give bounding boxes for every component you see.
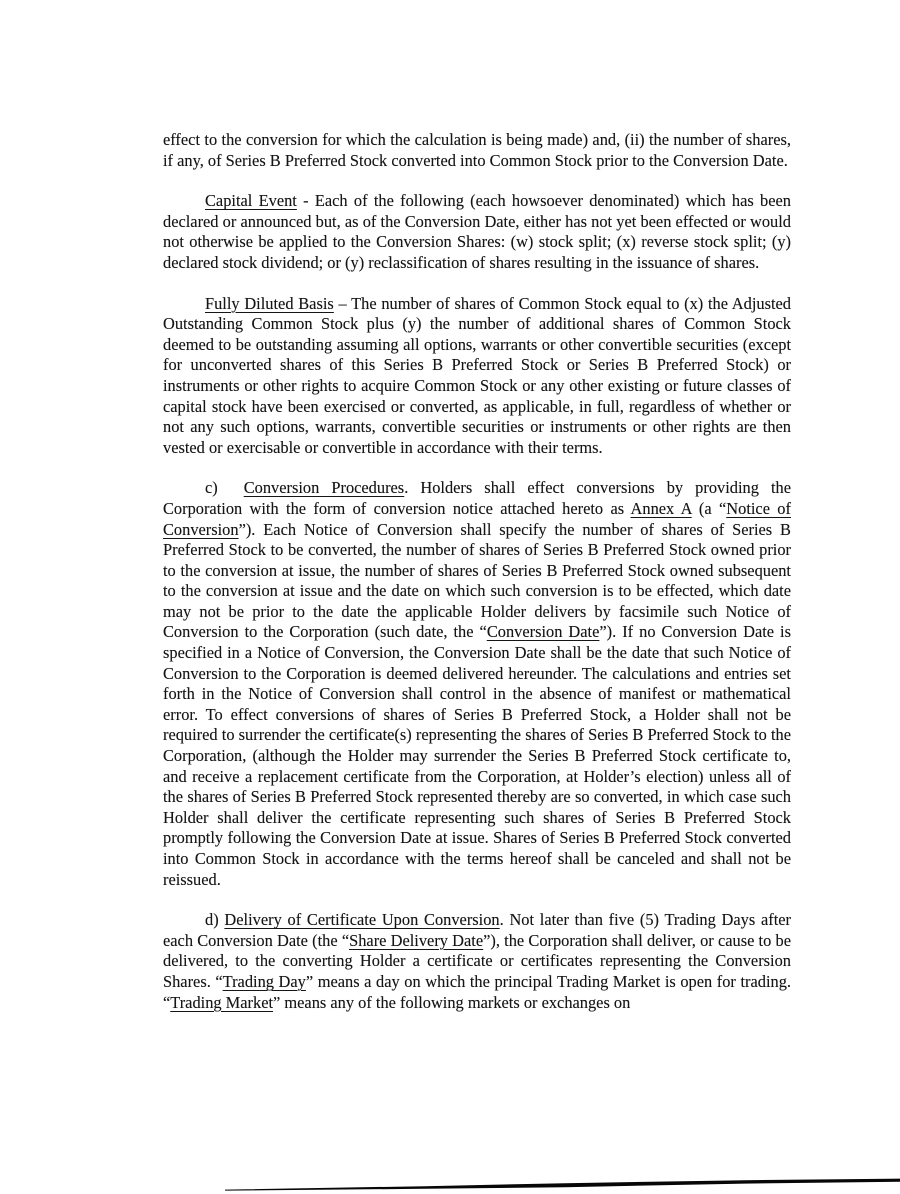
defined-term: Trading Day <box>222 971 306 991</box>
text-run: . Holders shall effect conversions by providing the Corporation with the form of conversion notice attached hereto as <box>163 478 792 518</box>
text-run: ”), the Corporation shall deliver, or cause to be delivered, to the converting Holder a certificate or certificates representing the Conversion Shares. “ <box>163 930 791 991</box>
defined-term: Delivery of Certificate Upon Conversion <box>224 910 500 930</box>
document-body <box>163 130 791 1013</box>
text-run: . Not later than five (5) Trading Days after each Conversion Date (the “ <box>163 910 791 950</box>
defined-term: Annex A <box>630 498 692 518</box>
text-run: – The number of shares of Common Stock equal to (x) the Adjusted Outstanding Common Stock plus (y) the number of additional shares of Common Stock deemed to be outstanding assuming all options, warrants or other convertible securities (except for unconverted shares of this Series B Preferred Stock or Series B Preferred Stock) or instruments or other rights to acquire Common Stock or any other existing or future classes of capital stock have been exercised or converted, as applicable, in full, regardless of whether or not any such options, warrants, convertible securities or instruments or other rights are then vested or exercisable or convertible in accordance with their terms. <box>163 293 791 457</box>
paragraph-capital-event <box>163 191 791 273</box>
defined-term: Conversion Date <box>486 622 600 642</box>
defined-term: Trading Market <box>170 992 274 1012</box>
text-run: ” means a day on which the principal Trading Market is open for trading. “ <box>163 971 791 1012</box>
paragraph-delivery-of-certificate <box>163 910 791 1013</box>
paragraph-fully-diluted-basis <box>163 294 791 459</box>
text-run: ”). If no Conversion Date is specified in a Notice of Conversion, the Conversion Date shall be the date that such Notice of Conversion to the Corporation is deemed delivered hereunder. The calculations and entries set forth in the Notice of Conversion shall control in the absence of manifest or mathematical error. To effect conversions of shares of Series B Preferred Stock, a Holder shall not be required to surrender the certificate(s) representing the shares of Series B Preferred Stock to the Corporation, (although the Holder may surrender the Series B Preferred Stock certificate to, and receive a replacement certificate from the Corporation, at Holder’s election) unless all of the shares of Series B Preferred Stock represented thereby are so converted, in which case such Holder shall deliver the certificate representing such shares of Series B Preferred Stock promptly following the Conversion Date at issue. Shares of Series B Preferred Stock converted into Common Stock in accordance with the terms hereof shall be canceled and shall not be reissued. <box>163 622 791 889</box>
text-run: (a “ <box>691 498 727 518</box>
paragraph-conversion-procedures <box>163 478 791 890</box>
defined-term: Notice of Conversion <box>163 498 791 539</box>
scan-line-shape <box>225 1179 900 1191</box>
text-run: d) <box>205 910 225 930</box>
paragraph-continuation <box>163 130 791 171</box>
defined-term: Share Delivery Date <box>349 930 484 950</box>
defined-term: Capital Event <box>205 191 297 211</box>
text-run: c) <box>205 478 218 498</box>
text-run: ” means any of the following markets or exchanges on <box>273 992 631 1012</box>
text-run: - Each of the following (each howsoever denominated) which has been declared or announced but, as of the Conversion Date, either has not yet been effected or would not otherwise be applied to the Conversion Shares: (w) stock split; (x) reverse stock split; (y) declared stock dividend; or (y) reclassification of shares resulting in the issuance of shares. <box>163 191 792 272</box>
scan-artifact-line <box>225 1174 900 1194</box>
text-run: ”). Each Notice of Conversion shall specify the number of shares of Series B Preferred Stock to be converted, the number of shares of Series B Preferred Stock owned prior to the conversion at issue, the number of shares of Series B Preferred Stock owned subsequent to the conversion at issue and the date on which such conversion is to be effected, which date may not be prior to the date the applicable Holder delivers by facsimile such Notice of Conversion to the Corporation (such date, the “ <box>163 519 791 642</box>
text-run: effect to the conversion for which the calculation is being made) and, (ii) the number of shares, if any, of Series B Preferred Stock converted into Common Stock prior to the Conversion Date. <box>163 130 791 170</box>
defined-term: Fully Diluted Basis <box>205 293 334 313</box>
defined-term: Conversion Procedures <box>243 478 405 498</box>
